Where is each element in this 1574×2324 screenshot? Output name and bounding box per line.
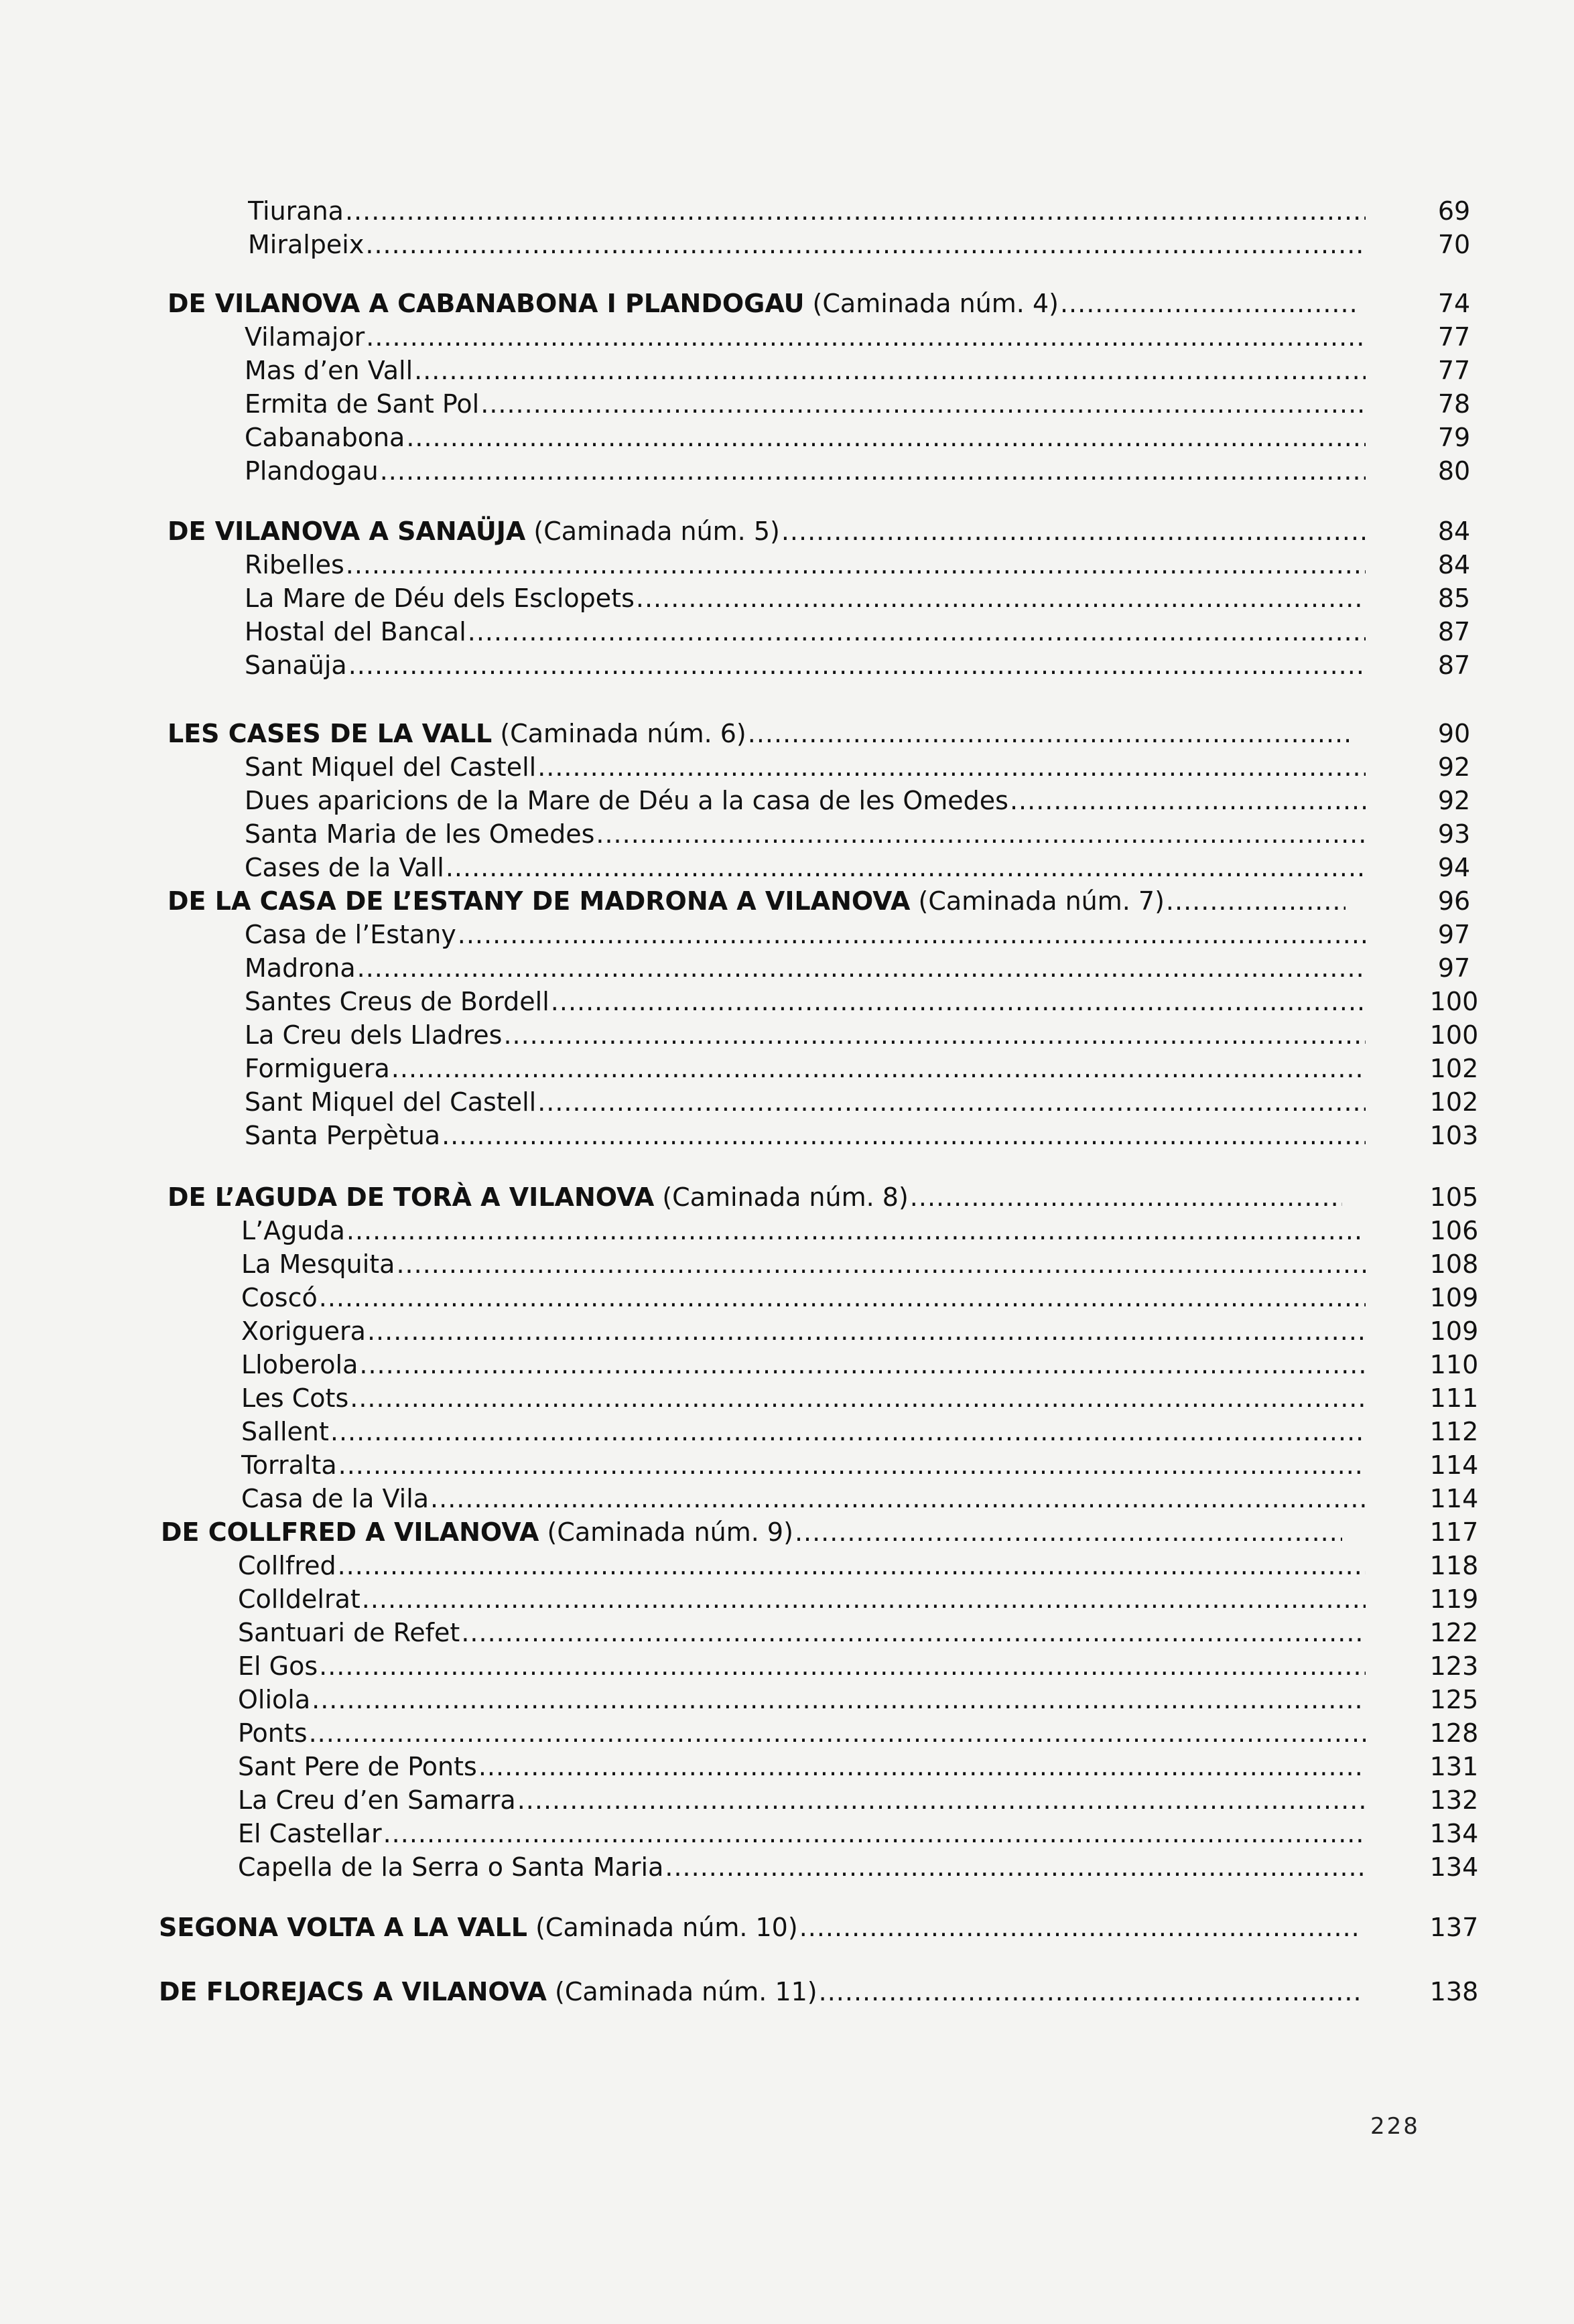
entry-page-number: 118 (1429, 1551, 1479, 1580)
dot-leader (350, 1381, 1366, 1415)
dot-leader (478, 1750, 1366, 1783)
heading-title (168, 515, 780, 548)
toc-entry-row[interactable] (245, 387, 1367, 421)
entry-title: Hostal del Bancal (245, 617, 466, 646)
toc-entry-row[interactable] (245, 918, 1367, 951)
dot-leader (396, 1247, 1366, 1281)
entry-page-number: 70 (1437, 230, 1471, 259)
entry-title: La Mesquita (241, 1249, 395, 1279)
dot-leader (1010, 784, 1366, 817)
heading-title (168, 884, 1165, 918)
heading-walk-number: (Caminada núm. 7) (910, 886, 1165, 916)
entry-page-number: 77 (1437, 356, 1471, 385)
dot-leader (367, 1314, 1366, 1348)
entry-title: El Gos (238, 1651, 318, 1681)
toc-heading-row[interactable] (159, 1975, 1360, 2008)
heading-walk-number: (Caminada núm. 9) (539, 1517, 793, 1547)
dot-leader (406, 421, 1366, 454)
dot-leader (1060, 287, 1359, 320)
entry-page-number: 78 (1437, 389, 1471, 419)
dot-leader (636, 582, 1366, 615)
heading-page-number: 138 (1429, 1977, 1479, 2006)
entry-page-number: 119 (1429, 1584, 1479, 1614)
toc-entry-row[interactable] (245, 354, 1367, 387)
heading-walk-number: (Caminada núm. 6) (492, 719, 746, 748)
toc-entry-row[interactable] (248, 194, 1367, 228)
heading-walk-number: (Caminada núm. 11) (546, 1977, 817, 2006)
heading-title (168, 717, 746, 750)
entry-title: La Creu d’en Samarra (238, 1785, 516, 1815)
entry-title: Cabanabona (245, 423, 405, 452)
toc-entry-row[interactable] (245, 784, 1367, 817)
entry-title: Xoriguera (241, 1316, 366, 1346)
dot-leader (330, 1415, 1366, 1448)
heading-page-number: 96 (1437, 886, 1471, 916)
heading-walk-number: (Caminada núm. 8) (654, 1182, 909, 1212)
heading-bold-text: DE VILANOVA A SANAÜJA (168, 517, 526, 546)
entry-page-number: 85 (1437, 584, 1471, 613)
heading-page-number: 84 (1437, 517, 1471, 546)
toc-entry-row[interactable] (238, 1817, 1367, 1850)
heading-bold-text: DE FLOREJACS A VILANOVA (159, 1977, 547, 2006)
heading-title (159, 1975, 817, 2008)
entry-page-number: 97 (1437, 920, 1471, 949)
entry-page-number: 122 (1429, 1618, 1479, 1647)
entry-title: Santuari de Refet (238, 1618, 460, 1647)
entry-page-number: 79 (1437, 423, 1471, 452)
dot-leader (442, 1119, 1366, 1152)
toc-entry-row[interactable] (241, 1482, 1367, 1515)
entry-title: Sant Pere de Ponts (238, 1752, 477, 1781)
toc-entry-row[interactable] (245, 951, 1367, 985)
heading-title (161, 1515, 793, 1549)
entry-page-number: 92 (1437, 786, 1471, 815)
entry-page-number: 114 (1429, 1450, 1479, 1480)
entry-title: Formiguera (245, 1054, 390, 1083)
entry-page-number: 109 (1429, 1316, 1479, 1346)
dot-leader (362, 1582, 1366, 1616)
dot-leader (309, 1716, 1366, 1750)
dot-leader (781, 515, 1366, 548)
toc-entry-row[interactable] (245, 1085, 1367, 1119)
dot-leader (748, 717, 1349, 750)
entry-page-number: 100 (1429, 987, 1479, 1016)
entry-title: Sallent (241, 1417, 329, 1446)
heading-title (168, 287, 1059, 320)
entry-page-number: 102 (1429, 1087, 1479, 1117)
entry-title: Ribelles (245, 550, 344, 579)
entry-title: Colldelrat (238, 1584, 360, 1614)
entry-title: Oliola (238, 1685, 311, 1714)
dot-leader (345, 194, 1366, 228)
toc-heading-row[interactable] (168, 884, 1347, 918)
toc-entry-row[interactable] (241, 1214, 1367, 1247)
heading-walk-number: (Caminada núm. 10) (527, 1913, 798, 1942)
entry-page-number: 77 (1437, 322, 1471, 352)
dot-leader (665, 1850, 1366, 1884)
heading-page-number: 105 (1429, 1182, 1479, 1212)
dot-leader (537, 1085, 1366, 1119)
entry-page-number: 97 (1437, 953, 1471, 983)
entry-title: Les Cots (241, 1383, 349, 1413)
heading-bold-text: SEGONA VOLTA A LA VALL (159, 1913, 527, 1942)
toc-entry-row[interactable] (238, 1582, 1367, 1616)
dot-leader (819, 1975, 1359, 2008)
heading-title (159, 1911, 798, 1944)
toc-entry-row[interactable] (245, 648, 1367, 682)
toc-heading-row[interactable] (168, 717, 1350, 750)
entry-title: Cases de la Vall (245, 853, 444, 882)
entry-title: Vilamajor (245, 322, 365, 352)
dot-leader (799, 1911, 1359, 1944)
toc-entry-row[interactable] (245, 320, 1367, 354)
heading-page-number: 117 (1429, 1517, 1479, 1547)
dot-leader (458, 918, 1366, 951)
dot-leader (551, 985, 1366, 1018)
toc-entry-row[interactable] (241, 1381, 1367, 1415)
heading-bold-text: LES CASES DE LA VALL (168, 719, 493, 748)
dot-leader (319, 1649, 1366, 1683)
dot-leader (366, 320, 1366, 354)
entry-page-number: 109 (1429, 1283, 1479, 1312)
toc-entry-row[interactable] (238, 1683, 1367, 1716)
dot-leader (517, 1783, 1366, 1817)
entry-page-number: 131 (1429, 1752, 1479, 1781)
heading-walk-number: (Caminada núm. 4) (804, 289, 1059, 318)
dot-leader (346, 1214, 1366, 1247)
entry-title: Sant Miquel del Castell (245, 752, 537, 782)
entry-page-number: 114 (1429, 1484, 1479, 1513)
toc-entry-row[interactable] (245, 851, 1367, 884)
toc-entry-row[interactable] (241, 1247, 1367, 1281)
dot-leader (795, 1515, 1342, 1549)
entry-page-number: 112 (1429, 1417, 1479, 1446)
dot-leader (537, 750, 1366, 784)
toc-entry-row[interactable] (245, 548, 1367, 582)
entry-title: Collfred (238, 1551, 336, 1580)
toc-entry-row[interactable] (245, 1018, 1367, 1052)
dot-leader (596, 817, 1366, 851)
toc-entry-row[interactable] (241, 1314, 1367, 1348)
toc-entry-row[interactable] (238, 1716, 1367, 1750)
entry-page-number: 84 (1437, 550, 1471, 579)
toc-entry-row[interactable] (238, 1783, 1367, 1817)
toc-entry-row[interactable] (245, 817, 1367, 851)
dot-leader (357, 951, 1366, 985)
toc-entry-row[interactable] (245, 454, 1367, 488)
entry-page-number: 128 (1429, 1718, 1479, 1748)
entry-title: Mas d’en Vall (245, 356, 413, 385)
entry-page-number: 134 (1429, 1819, 1479, 1848)
toc-entry-row[interactable] (238, 1649, 1367, 1683)
page-number: 228 (1370, 2113, 1420, 2140)
entry-page-number: 134 (1429, 1852, 1479, 1882)
heading-walk-number: (Caminada núm. 5) (525, 517, 780, 546)
entry-page-number: 132 (1429, 1785, 1479, 1815)
entry-title: Ermita de Sant Pol (245, 389, 480, 419)
toc-entry-row[interactable] (238, 1850, 1367, 1884)
toc-heading-row[interactable] (161, 1515, 1343, 1549)
heading-page-number: 74 (1437, 289, 1471, 318)
entry-page-number: 125 (1429, 1685, 1479, 1714)
toc-entry-row[interactable] (245, 1119, 1367, 1152)
dot-leader (312, 1683, 1366, 1716)
dot-leader (365, 228, 1366, 261)
toc-entry-row[interactable] (245, 750, 1367, 784)
entry-page-number: 108 (1429, 1249, 1479, 1279)
dot-leader (319, 1281, 1366, 1314)
dot-leader (480, 387, 1366, 421)
entry-page-number: 87 (1437, 651, 1471, 680)
toc-entry-row[interactable] (245, 421, 1367, 454)
entry-page-number: 80 (1437, 456, 1471, 486)
entry-title: Santa Perpètua (245, 1121, 441, 1150)
entry-page-number: 110 (1429, 1350, 1479, 1379)
toc-heading-row[interactable] (168, 515, 1367, 548)
entry-page-number: 123 (1429, 1651, 1479, 1681)
dot-leader (468, 615, 1366, 648)
entry-title: Plandogau (245, 456, 379, 486)
heading-bold-text: DE L’AGUDA DE TORÀ A VILANOVA (168, 1182, 655, 1212)
heading-page-number: 137 (1429, 1913, 1479, 1942)
heading-title (168, 1180, 909, 1214)
entry-page-number: 111 (1429, 1383, 1479, 1413)
dot-leader (380, 454, 1366, 488)
entry-title: Coscó (241, 1283, 318, 1312)
entry-title: Sant Miquel del Castell (245, 1087, 537, 1117)
dot-leader (338, 1448, 1366, 1482)
toc-heading-row[interactable] (159, 1911, 1360, 1944)
entry-page-number: 102 (1429, 1054, 1479, 1083)
dot-leader (1166, 884, 1346, 918)
entry-title: Tiurana (248, 196, 344, 226)
dot-leader (391, 1052, 1366, 1085)
toc-entry-row[interactable] (238, 1750, 1367, 1783)
entry-title: Madrona (245, 953, 356, 983)
dot-leader (348, 648, 1366, 682)
dot-leader (430, 1482, 1366, 1515)
heading-bold-text: DE COLLFRED A VILANOVA (161, 1517, 539, 1547)
toc-entry-row[interactable] (241, 1448, 1367, 1482)
entry-page-number: 87 (1437, 617, 1471, 646)
heading-bold-text: DE LA CASA DE L’ESTANY DE MADRONA A VILANOVA (168, 886, 911, 916)
entry-title: L’Aguda (241, 1216, 345, 1245)
toc-entry-row[interactable] (241, 1348, 1367, 1381)
heading-bold-text: DE VILANOVA A CABANABONA I PLANDOGAU (168, 289, 805, 318)
dot-leader (910, 1180, 1342, 1214)
entry-page-number: 69 (1437, 196, 1471, 226)
entry-page-number: 103 (1429, 1121, 1479, 1150)
entry-title: El Castellar (238, 1819, 382, 1848)
entry-title: Lloberola (241, 1350, 358, 1379)
toc-entry-row[interactable] (241, 1415, 1367, 1448)
entry-title: La Creu dels Lladres (245, 1020, 503, 1050)
dot-leader (414, 354, 1366, 387)
entry-title: Casa de l’Estany (245, 920, 456, 949)
toc-entry-row[interactable] (241, 1281, 1367, 1314)
toc-entry-row[interactable] (245, 1052, 1367, 1085)
dot-leader (383, 1817, 1366, 1850)
entry-title: Torralta (241, 1450, 337, 1480)
entry-title: La Mare de Déu dels Esclopets (245, 584, 635, 613)
toc-entry-row[interactable] (245, 582, 1367, 615)
entry-page-number: 94 (1437, 853, 1471, 882)
dot-leader (503, 1018, 1366, 1052)
toc-entry-row[interactable] (238, 1616, 1367, 1649)
entry-title: Dues aparicions de la Mare de Déu a la casa de les Omedes (245, 786, 1008, 815)
toc-entry-row[interactable] (248, 228, 1367, 261)
toc-heading-row[interactable] (168, 287, 1360, 320)
entry-title: Santa Maria de les Omedes (245, 819, 595, 849)
entry-page-number: 106 (1429, 1216, 1479, 1245)
dot-leader (461, 1616, 1366, 1649)
toc-entry-row[interactable] (238, 1549, 1367, 1582)
dot-leader (446, 851, 1366, 884)
dot-leader (359, 1348, 1366, 1381)
entry-title: Ponts (238, 1718, 308, 1748)
entry-title: Sanaüja (245, 651, 347, 680)
entry-page-number: 92 (1437, 752, 1471, 782)
entry-title: Capella de la Serra o Santa Maria (238, 1852, 664, 1882)
entry-title: Santes Creus de Bordell (245, 987, 549, 1016)
entry-title: Casa de la Vila (241, 1484, 430, 1513)
entry-page-number: 100 (1429, 1020, 1479, 1050)
heading-page-number: 90 (1437, 719, 1471, 748)
toc-entry-row[interactable] (245, 615, 1367, 648)
dot-leader (346, 548, 1366, 582)
toc-heading-row[interactable] (168, 1180, 1343, 1214)
entry-page-number: 93 (1437, 819, 1471, 849)
entry-title: Miralpeix (248, 230, 365, 259)
toc-entry-row[interactable] (245, 985, 1367, 1018)
dot-leader (338, 1549, 1366, 1582)
